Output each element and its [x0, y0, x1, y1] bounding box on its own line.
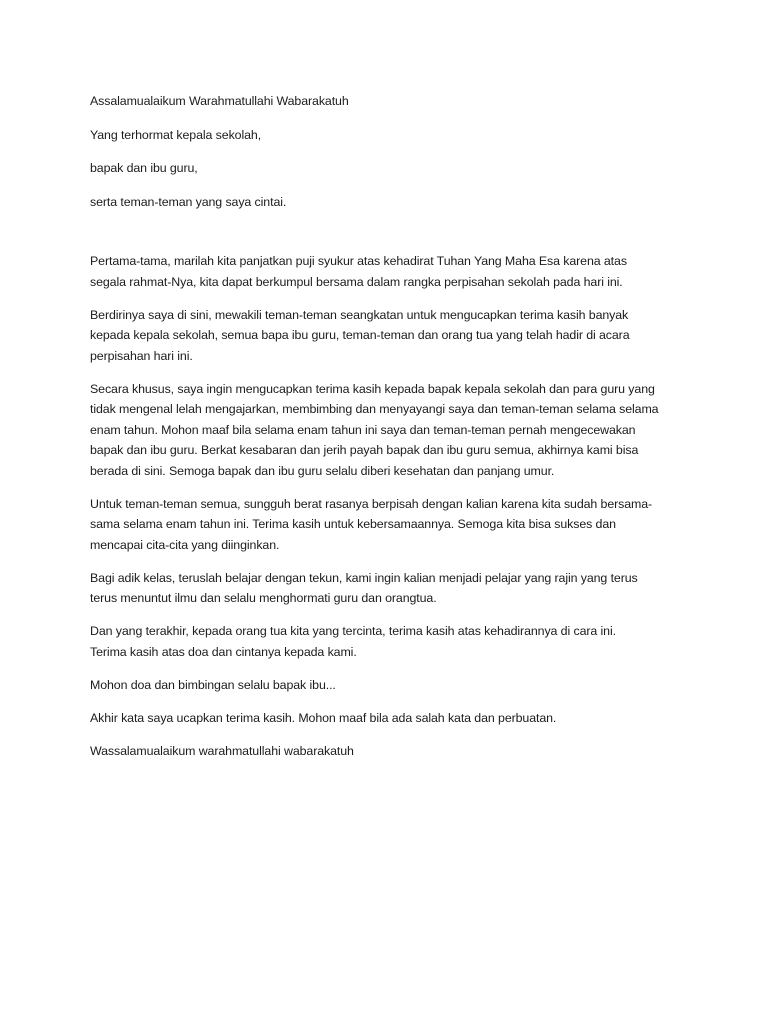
text-line: enam tahun. Mohon maaf bila selama enam tahun ini saya dan teman-teman pernah mengecewakan	[90, 422, 636, 437]
text-line: mencapai cita-cita yang diinginkan.	[90, 537, 280, 552]
text-line: Berdirinya saya di sini, mewakili teman-teman seangkatan untuk mengucapkan terima kasih banyak	[90, 307, 629, 322]
paragraph-farewell-greeting	[90, 741, 688, 762]
paragraph-representation	[90, 305, 688, 367]
text-line: Untuk teman-teman semua, sungguh berat rasanya berpisah dengan kalian karena kita sudah bersama-	[90, 496, 653, 511]
text-line: tidak mengenal lelah mengajarkan, membimbing dan menyayangi saya dan teman-teman selama selama	[90, 402, 659, 416]
addressee-line: serta teman-teman yang saya cintai.	[90, 194, 287, 209]
text-line: sama selama enam tahun ini. Terima kasih untuk kebersamaannya. Semoga kita bisa sukses dan	[90, 517, 616, 531]
text-line: Mohon doa dan bimbingan selalu bapak ibu...	[90, 677, 336, 692]
paragraph-friends	[90, 494, 688, 556]
text-line: Dan yang terakhir, kepada orang tua kita yang tercinta, terima kasih atas kehadirannya di cara ini.	[90, 624, 616, 638]
text-line: Akhir kata saya ucapkan terima kasih. Mohon maaf bila ada salah kata dan perbuatan.	[90, 710, 557, 725]
spacer	[90, 225, 688, 251]
greeting: Assalamualaikum Warahmatullahi Wabarakatuh	[90, 94, 349, 108]
text-line: perpisahan hari ini.	[90, 348, 193, 363]
text-line: berada di sini. Semoga bapak dan ibu guru selalu diberi kesehatan dan panjang umur.	[90, 463, 555, 478]
text-line: Secara khusus, saya ingin mengucapkan terima kasih kepada bapak kepala sekolah dan para guru yang	[90, 381, 655, 396]
paragraph-parents	[90, 621, 688, 662]
paragraph-juniors	[90, 568, 688, 609]
addressee-line: bapak dan ibu guru,	[90, 161, 198, 175]
paragraph-opening	[90, 251, 688, 292]
paragraph-thanks-teachers	[90, 379, 688, 482]
text-line: bapak dan ibu guru. Berkat kesabaran dan jerih payah bapak dan ibu guru semua, akhirnya kami bisa	[90, 443, 639, 457]
paragraph-closing	[90, 708, 688, 729]
text-line: Terima kasih atas doa dan cintanya kepada kami.	[90, 644, 357, 659]
text-line: kepada kepala sekolah, semua bapa ibu guru, teman-teman dan orang tua yang telah hadir di acara	[90, 328, 630, 342]
text-line: Wassalamualaikum warahmatullahi wabarakatuh	[90, 743, 354, 758]
text-line: Pertama-tama, marilah kita panjatkan puji syukur atas kehadirat Tuhan Yang Maha Esa karena atas	[90, 254, 627, 268]
text-line: Bagi adik kelas, teruslah belajar dengan tekun, kami ingin kalian menjadi pelajar yang rajin yang terus	[90, 570, 638, 585]
text-line: terus menuntut ilmu dan selalu menghormati guru dan orangtua.	[90, 591, 437, 605]
paragraph-prayer-request	[90, 675, 688, 696]
addressee-line: Yang terhormat kepala sekolah,	[90, 127, 262, 142]
text-line: segala rahmat-Nya, kita dapat berkumpul bersama dalam rangka perpisahan sekolah pada hari ini.	[90, 274, 623, 289]
